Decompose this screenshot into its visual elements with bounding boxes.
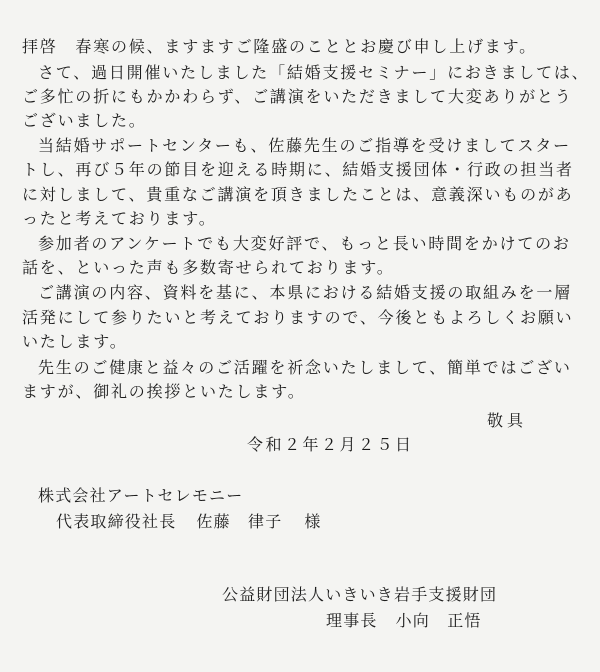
body-line: 活発にして参りたいと考えておりますので、今後ともよろしくお願い xyxy=(22,308,574,327)
sender-line xyxy=(326,611,482,631)
body-line: ございました。 xyxy=(22,111,147,130)
recipient-name: 佐藤 律子 xyxy=(196,512,283,531)
sender-organization: 公益財団法人いきいき岩手支援財団 xyxy=(222,585,498,604)
body-line: 話を、といった声も多数寄せられております。 xyxy=(22,258,395,277)
body-line: ますが、御礼の挨拶といたします。 xyxy=(22,382,306,401)
body-line: 当結婚サポートセンターも、佐藤先生のご指導を受けましてスター xyxy=(38,136,571,155)
body-line: 参加者のアンケートでも大変好評で、もっと長い時間をかけてのお xyxy=(38,234,571,253)
closing-word: 敬具 xyxy=(487,411,528,430)
letter-date: 令和２年２月２５日 xyxy=(247,435,414,454)
body-line: さて、過日開催いたしました「結婚支援セミナー」におきましては、 xyxy=(38,63,590,82)
recipient-title: 代表取締役社長 xyxy=(56,512,177,531)
sender-name: 小向 正悟 xyxy=(395,611,482,630)
recipient-line xyxy=(56,512,322,532)
body-line: トし、再び５年の節目を迎える時期に、結婚支援団体・行政の担当者 xyxy=(22,160,574,179)
body-line: ご多忙の折にもかかわらず、ご講演をいただきまして大変ありがとう xyxy=(22,87,573,106)
recipient-company: 株式会社アートセレモニー xyxy=(38,486,244,505)
recipient-honorific: 様 xyxy=(304,512,322,531)
body-line: いたします。 xyxy=(22,332,128,351)
body-line: ったと考えております。 xyxy=(22,209,217,228)
sender-title: 理事長 xyxy=(326,611,378,630)
body-line: 拝啓 春寒の候、ますますご隆盛のこととお慶び申し上げます。 xyxy=(22,37,537,56)
body-line: 先生のご健康と益々のご活躍を祈念いたしまして、簡単ではござい xyxy=(38,358,572,377)
body-line: ご講演の内容、資料を基に、本県における結婚支援の取組みを一層 xyxy=(38,283,573,302)
body-line: に対しまして、貴重なご講演を頂きましたことは、意義深いものがあ xyxy=(22,185,574,204)
